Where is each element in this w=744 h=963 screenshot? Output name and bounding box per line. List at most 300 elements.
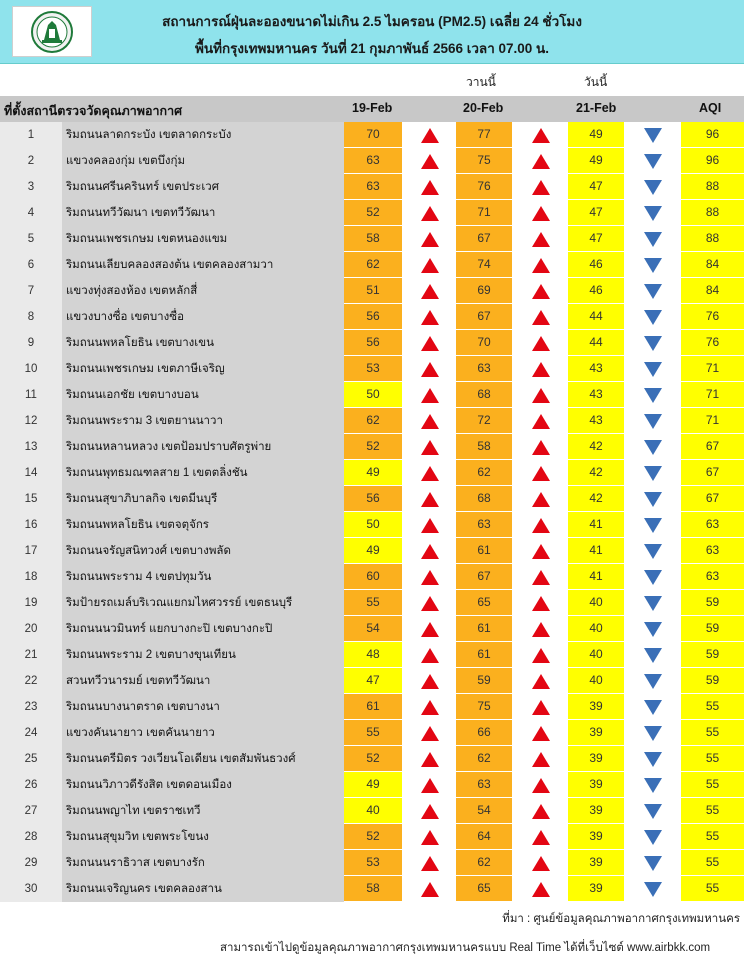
row-number: 22 xyxy=(0,668,62,694)
aqi-value: 59 xyxy=(681,616,744,641)
row-number: 8 xyxy=(0,304,62,330)
trend-up-icon xyxy=(513,590,569,616)
trend-down-icon xyxy=(625,538,681,564)
trend-up-icon xyxy=(402,642,458,668)
aqi-value: 55 xyxy=(681,772,744,797)
pm25-value-1: 58 xyxy=(344,876,402,901)
pm25-value-2: 65 xyxy=(456,876,512,901)
pm25-value-1: 54 xyxy=(344,616,402,641)
pm25-value-1: 48 xyxy=(344,642,402,667)
aqi-value: 67 xyxy=(681,460,744,485)
pm25-value-1: 52 xyxy=(344,746,402,771)
pm25-value-2: 54 xyxy=(456,798,512,823)
station-name: ริมถนนบางนาตราด เขตบางนา xyxy=(62,694,344,720)
pm25-value-1: 62 xyxy=(344,252,402,277)
pm25-value-1: 49 xyxy=(344,538,402,563)
aqi-value: 55 xyxy=(681,850,744,875)
station-name: ริมถนนเลียบคลองสองต้น เขตคลองสามวา xyxy=(62,252,344,278)
station-table xyxy=(0,122,744,902)
row-number: 28 xyxy=(0,824,62,850)
pm25-value-2: 63 xyxy=(456,356,512,381)
pm25-value-2: 61 xyxy=(456,616,512,641)
pm25-value-1: 63 xyxy=(344,148,402,173)
trend-down-icon xyxy=(625,278,681,304)
trend-up-icon xyxy=(402,148,458,174)
row-number: 29 xyxy=(0,850,62,876)
pm25-value-3: 49 xyxy=(568,148,624,173)
station-name: ริมถนนพระราม 4 เขตปทุมวัน xyxy=(62,564,344,590)
pm25-value-1: 50 xyxy=(344,512,402,537)
trend-up-icon xyxy=(513,252,569,278)
pm25-value-3: 40 xyxy=(568,616,624,641)
trend-up-icon xyxy=(513,772,569,798)
trend-down-icon xyxy=(625,226,681,252)
row-number: 15 xyxy=(0,486,62,512)
station-name: ริมถนนเพชรเกษม เขตหนองแขม xyxy=(62,226,344,252)
trend-up-icon xyxy=(402,564,458,590)
trend-up-icon xyxy=(513,174,569,200)
table-row xyxy=(0,694,744,720)
row-number: 13 xyxy=(0,434,62,460)
trend-up-icon xyxy=(402,356,458,382)
trend-down-icon xyxy=(625,122,681,148)
row-number: 4 xyxy=(0,200,62,226)
trend-up-icon xyxy=(402,616,458,642)
pm25-value-3: 42 xyxy=(568,434,624,459)
row-number: 5 xyxy=(0,226,62,252)
trend-up-icon xyxy=(402,512,458,538)
table-row xyxy=(0,850,744,876)
trend-up-icon xyxy=(513,356,569,382)
row-number: 18 xyxy=(0,564,62,590)
row-number: 20 xyxy=(0,616,62,642)
row-number: 10 xyxy=(0,356,62,382)
aqi-value: 88 xyxy=(681,226,744,251)
table-row xyxy=(0,876,744,902)
pm25-value-2: 63 xyxy=(456,772,512,797)
aqi-value: 55 xyxy=(681,798,744,823)
pm25-value-3: 39 xyxy=(568,798,624,823)
today-label: วันนี้ xyxy=(584,75,608,89)
station-name: ริมถนนพระราม 3 เขตยานนาวา xyxy=(62,408,344,434)
pm25-value-2: 58 xyxy=(456,434,512,459)
pm25-value-1: 49 xyxy=(344,460,402,485)
station-name: แขวงทุ่งสองห้อง เขตหลักสี่ xyxy=(62,278,344,304)
pm25-value-2: 75 xyxy=(456,148,512,173)
trend-up-icon xyxy=(402,668,458,694)
aqi-value: 84 xyxy=(681,252,744,277)
trend-up-icon xyxy=(513,668,569,694)
bma-logo-icon xyxy=(12,6,92,57)
pm25-value-3: 39 xyxy=(568,850,624,875)
pm25-value-1: 56 xyxy=(344,304,402,329)
trend-down-icon xyxy=(625,798,681,824)
pm25-value-3: 47 xyxy=(568,174,624,199)
table-row xyxy=(0,668,744,694)
trend-down-icon xyxy=(625,642,681,668)
station-name: ริมถนนพญาไท เขตราชเทวี xyxy=(62,798,344,824)
pm25-value-1: 53 xyxy=(344,850,402,875)
trend-up-icon xyxy=(513,408,569,434)
station-name: ริมถนนเจริญนคร เขตคลองสาน xyxy=(62,876,344,902)
pm25-value-2: 74 xyxy=(456,252,512,277)
aqi-column-header: AQI xyxy=(699,101,722,115)
station-name: ริมถนนเพชรเกษม เขตภาษีเจริญ xyxy=(62,356,344,382)
pm25-value-3: 39 xyxy=(568,876,624,901)
trend-up-icon xyxy=(513,720,569,746)
table-row xyxy=(0,616,744,642)
trend-up-icon xyxy=(513,512,569,538)
station-name: แขวงคลองกุ่ม เขตบึงกุ่ม xyxy=(62,148,344,174)
aqi-value: 84 xyxy=(681,278,744,303)
pm25-value-1: 53 xyxy=(344,356,402,381)
trend-down-icon xyxy=(625,408,681,434)
pm25-value-2: 62 xyxy=(456,460,512,485)
pm25-value-1: 51 xyxy=(344,278,402,303)
table-row xyxy=(0,486,744,512)
table-row xyxy=(0,408,744,434)
trend-down-icon xyxy=(625,772,681,798)
station-name: ริมถนนศรีนครินทร์ เขตประเวศ xyxy=(62,174,344,200)
aqi-value: 55 xyxy=(681,876,744,901)
trend-down-icon xyxy=(625,330,681,356)
trend-down-icon xyxy=(625,694,681,720)
pm25-value-3: 41 xyxy=(568,564,624,589)
trend-up-icon xyxy=(402,408,458,434)
trend-up-icon xyxy=(513,304,569,330)
pm25-value-2: 59 xyxy=(456,668,512,693)
trend-down-icon xyxy=(625,590,681,616)
trend-up-icon xyxy=(402,486,458,512)
table-row xyxy=(0,824,744,850)
row-number: 2 xyxy=(0,148,62,174)
pm25-value-3: 39 xyxy=(568,824,624,849)
row-number: 6 xyxy=(0,252,62,278)
trend-down-icon xyxy=(625,434,681,460)
trend-down-icon xyxy=(625,876,681,902)
trend-up-icon xyxy=(402,746,458,772)
pm25-value-3: 39 xyxy=(568,746,624,771)
row-number: 30 xyxy=(0,876,62,902)
pm25-value-1: 40 xyxy=(344,798,402,823)
pm25-value-3: 40 xyxy=(568,642,624,667)
yesterday-label: วานนี้ xyxy=(466,75,496,89)
trend-down-icon xyxy=(625,460,681,486)
aqi-value: 59 xyxy=(681,642,744,667)
pm25-value-2: 71 xyxy=(456,200,512,225)
pm25-value-3: 47 xyxy=(568,200,624,225)
table-row xyxy=(0,538,744,564)
trend-up-icon xyxy=(513,148,569,174)
trend-up-icon xyxy=(402,538,458,564)
table-row xyxy=(0,798,744,824)
aqi-value: 55 xyxy=(681,720,744,745)
pm25-value-1: 55 xyxy=(344,590,402,615)
trend-up-icon xyxy=(402,226,458,252)
aqi-value: 55 xyxy=(681,694,744,719)
trend-down-icon xyxy=(625,668,681,694)
trend-up-icon xyxy=(513,226,569,252)
trend-up-icon xyxy=(402,304,458,330)
trend-down-icon xyxy=(625,252,681,278)
pm25-value-1: 61 xyxy=(344,694,402,719)
trend-up-icon xyxy=(402,590,458,616)
pm25-value-2: 70 xyxy=(456,330,512,355)
station-name: ริมถนนจรัญสนิทวงศ์ เขตบางพลัด xyxy=(62,538,344,564)
report-header xyxy=(0,0,744,64)
pm25-value-2: 69 xyxy=(456,278,512,303)
trend-down-icon xyxy=(625,564,681,590)
station-name: ริมป้ายรถเมล์บริเวณแยกมไหศวรรย์ เขตธนบุรี xyxy=(62,590,344,616)
trend-up-icon xyxy=(402,694,458,720)
trend-up-icon xyxy=(513,694,569,720)
pm25-value-3: 40 xyxy=(568,590,624,615)
trend-up-icon xyxy=(513,330,569,356)
pm25-value-2: 64 xyxy=(456,824,512,849)
trend-up-icon xyxy=(513,824,569,850)
trend-down-icon xyxy=(625,746,681,772)
pm25-value-1: 56 xyxy=(344,486,402,511)
trend-up-icon xyxy=(402,330,458,356)
trend-down-icon xyxy=(625,616,681,642)
trend-up-icon xyxy=(402,252,458,278)
pm25-value-1: 70 xyxy=(344,122,402,147)
pm25-value-2: 72 xyxy=(456,408,512,433)
station-name: ริมถนนนวมินทร์ แยกบางกะปิ เขตบางกะปิ xyxy=(62,616,344,642)
row-number: 19 xyxy=(0,590,62,616)
trend-up-icon xyxy=(513,564,569,590)
pm25-value-1: 49 xyxy=(344,772,402,797)
trend-down-icon xyxy=(625,148,681,174)
station-name: ริมถนนนราธิวาส เขตบางรัก xyxy=(62,850,344,876)
trend-up-icon xyxy=(402,460,458,486)
pm25-value-3: 41 xyxy=(568,538,624,563)
station-name: ริมถนนสุขาภิบาลกิจ เขตมีนบุรี xyxy=(62,486,344,512)
station-name: ริมถนนพระราม 2 เขตบางขุนเทียน xyxy=(62,642,344,668)
pm25-value-1: 52 xyxy=(344,200,402,225)
pm25-value-3: 42 xyxy=(568,486,624,511)
trend-up-icon xyxy=(402,174,458,200)
pm25-value-2: 76 xyxy=(456,174,512,199)
trend-up-icon xyxy=(513,486,569,512)
trend-up-icon xyxy=(513,434,569,460)
aqi-value: 55 xyxy=(681,824,744,849)
trend-down-icon xyxy=(625,824,681,850)
trend-down-icon xyxy=(625,850,681,876)
trend-up-icon xyxy=(513,460,569,486)
aqi-value: 71 xyxy=(681,382,744,407)
table-row xyxy=(0,330,744,356)
table-row xyxy=(0,564,744,590)
table-row xyxy=(0,174,744,200)
station-name: ริมถนนทวีวัฒนา เขตทวีวัฒนา xyxy=(62,200,344,226)
trend-up-icon xyxy=(513,746,569,772)
aqi-value: 59 xyxy=(681,668,744,693)
website-note: สามารถเข้าไปดูข้อมูลคุณภาพอากาศกรุงเทพมหานครแบบ Real Time ได้ที่เว็บไซต์ www.airbkk.com xyxy=(220,942,711,954)
trend-down-icon xyxy=(625,200,681,226)
pm25-value-1: 50 xyxy=(344,382,402,407)
report-title: สถานการณ์ฝุ่นละอองขนาดไม่เกิน 2.5 ไมครอน (PM2.5) เฉลี่ย 24 ชั่วโมง xyxy=(162,14,582,29)
row-number: 26 xyxy=(0,772,62,798)
trend-up-icon xyxy=(513,122,569,148)
pm25-value-2: 67 xyxy=(456,564,512,589)
table-row xyxy=(0,434,744,460)
trend-up-icon xyxy=(513,382,569,408)
trend-up-icon xyxy=(513,850,569,876)
trend-down-icon xyxy=(625,382,681,408)
aqi-value: 88 xyxy=(681,200,744,225)
pm25-value-3: 44 xyxy=(568,304,624,329)
pm25-value-3: 47 xyxy=(568,226,624,251)
row-number: 25 xyxy=(0,746,62,772)
pm25-value-3: 42 xyxy=(568,460,624,485)
aqi-value: 67 xyxy=(681,486,744,511)
pm25-value-2: 67 xyxy=(456,226,512,251)
trend-up-icon xyxy=(402,850,458,876)
trend-up-icon xyxy=(402,772,458,798)
table-row xyxy=(0,772,744,798)
aqi-value: 96 xyxy=(681,148,744,173)
pm25-value-2: 62 xyxy=(456,850,512,875)
trend-up-icon xyxy=(402,122,458,148)
pm25-value-3: 40 xyxy=(568,668,624,693)
pm25-value-1: 60 xyxy=(344,564,402,589)
pm25-value-3: 39 xyxy=(568,720,624,745)
trend-up-icon xyxy=(513,278,569,304)
trend-down-icon xyxy=(625,720,681,746)
trend-up-icon xyxy=(513,642,569,668)
pm25-value-2: 61 xyxy=(456,538,512,563)
trend-down-icon xyxy=(625,356,681,382)
station-name: แขวงบางซื่อ เขตบางซื่อ xyxy=(62,304,344,330)
trend-down-icon xyxy=(625,486,681,512)
row-number: 11 xyxy=(0,382,62,408)
row-number: 24 xyxy=(0,720,62,746)
row-number: 16 xyxy=(0,512,62,538)
pm25-value-2: 66 xyxy=(456,720,512,745)
station-name: สวนทวีวนารมย์ เขตทวีวัฒนา xyxy=(62,668,344,694)
aqi-value: 88 xyxy=(681,174,744,199)
table-row xyxy=(0,200,744,226)
row-number: 1 xyxy=(0,122,62,148)
table-row xyxy=(0,148,744,174)
row-number: 7 xyxy=(0,278,62,304)
report-subtitle: พื้นที่กรุงเทพมหานคร วันที่ 21 กุมภาพันธ์ 2566 เวลา 07.00 น. xyxy=(194,41,550,56)
pm25-value-2: 75 xyxy=(456,694,512,719)
table-row xyxy=(0,278,744,304)
station-name: ริมถนนหลานหลวง เขตป้อมปราบศัตรูพ่าย xyxy=(62,434,344,460)
pm25-value-3: 41 xyxy=(568,512,624,537)
aqi-value: 67 xyxy=(681,434,744,459)
table-row xyxy=(0,382,744,408)
trend-up-icon xyxy=(402,798,458,824)
table-row xyxy=(0,512,744,538)
aqi-value: 96 xyxy=(681,122,744,147)
aqi-value: 76 xyxy=(681,330,744,355)
table-row xyxy=(0,720,744,746)
station-name: ริมถนนตรีมิตร วงเวียนโอเดียน เขตสัมพันธวงศ์ xyxy=(62,746,344,772)
station-name: ริมถนนวิภาวดีรังสิต เขตดอนเมือง xyxy=(62,772,344,798)
pm25-value-1: 62 xyxy=(344,408,402,433)
pm25-value-1: 52 xyxy=(344,434,402,459)
pm25-value-1: 55 xyxy=(344,720,402,745)
trend-up-icon xyxy=(402,434,458,460)
station-name: แขวงคันนายาว เขตคันนายาว xyxy=(62,720,344,746)
row-number: 17 xyxy=(0,538,62,564)
trend-up-icon xyxy=(402,382,458,408)
pm25-value-2: 62 xyxy=(456,746,512,771)
table-row xyxy=(0,746,744,772)
trend-up-icon xyxy=(513,538,569,564)
pm25-value-3: 39 xyxy=(568,694,624,719)
table-row xyxy=(0,122,744,148)
pm25-value-1: 47 xyxy=(344,668,402,693)
pm25-value-3: 43 xyxy=(568,356,624,381)
trend-down-icon xyxy=(625,512,681,538)
station-name: ริมถนนพหลโยธิน เขตจตุจักร xyxy=(62,512,344,538)
date2-column-header: 20-Feb xyxy=(463,101,504,115)
aqi-value: 55 xyxy=(681,746,744,771)
row-number: 12 xyxy=(0,408,62,434)
trend-up-icon xyxy=(513,200,569,226)
pm25-value-2: 67 xyxy=(456,304,512,329)
row-number: 14 xyxy=(0,460,62,486)
pm25-value-3: 49 xyxy=(568,122,624,147)
pm25-value-3: 46 xyxy=(568,278,624,303)
trend-up-icon xyxy=(402,824,458,850)
pm25-value-1: 56 xyxy=(344,330,402,355)
pm25-value-1: 52 xyxy=(344,824,402,849)
pm25-value-1: 58 xyxy=(344,226,402,251)
trend-up-icon xyxy=(513,616,569,642)
pm25-value-2: 65 xyxy=(456,590,512,615)
row-number: 9 xyxy=(0,330,62,356)
table-row xyxy=(0,356,744,382)
trend-up-icon xyxy=(513,876,569,902)
aqi-value: 71 xyxy=(681,408,744,433)
source-note: ที่มา : ศูนย์ข้อมูลคุณภาพอากาศกรุงเทพมหานคร xyxy=(502,913,740,925)
aqi-value: 63 xyxy=(681,564,744,589)
pm25-value-2: 68 xyxy=(456,382,512,407)
station-column-header: ที่ตั้งสถานีตรวจวัดคุณภาพอากาศ xyxy=(4,104,183,118)
row-number: 21 xyxy=(0,642,62,668)
pm25-value-3: 39 xyxy=(568,772,624,797)
trend-down-icon xyxy=(625,304,681,330)
row-number: 23 xyxy=(0,694,62,720)
column-header-row xyxy=(0,96,744,122)
table-row xyxy=(0,226,744,252)
date3-column-header: 21-Feb xyxy=(576,101,617,115)
trend-up-icon xyxy=(402,200,458,226)
row-number: 27 xyxy=(0,798,62,824)
pm25-value-3: 44 xyxy=(568,330,624,355)
aqi-value: 76 xyxy=(681,304,744,329)
trend-up-icon xyxy=(402,278,458,304)
trend-up-icon xyxy=(513,798,569,824)
aqi-value: 63 xyxy=(681,512,744,537)
aqi-value: 63 xyxy=(681,538,744,563)
pm25-value-2: 61 xyxy=(456,642,512,667)
pm25-value-3: 46 xyxy=(568,252,624,277)
station-name: ริมถนนพุทธมณฑลสาย 1 เขตตลิ่งชัน xyxy=(62,460,344,486)
trend-up-icon xyxy=(402,720,458,746)
pm25-value-2: 63 xyxy=(456,512,512,537)
station-name: ริมถนนลาดกระบัง เขตลาดกระบัง xyxy=(62,122,344,148)
table-row xyxy=(0,460,744,486)
table-row xyxy=(0,642,744,668)
date1-column-header: 19-Feb xyxy=(352,101,393,115)
table-row xyxy=(0,590,744,616)
